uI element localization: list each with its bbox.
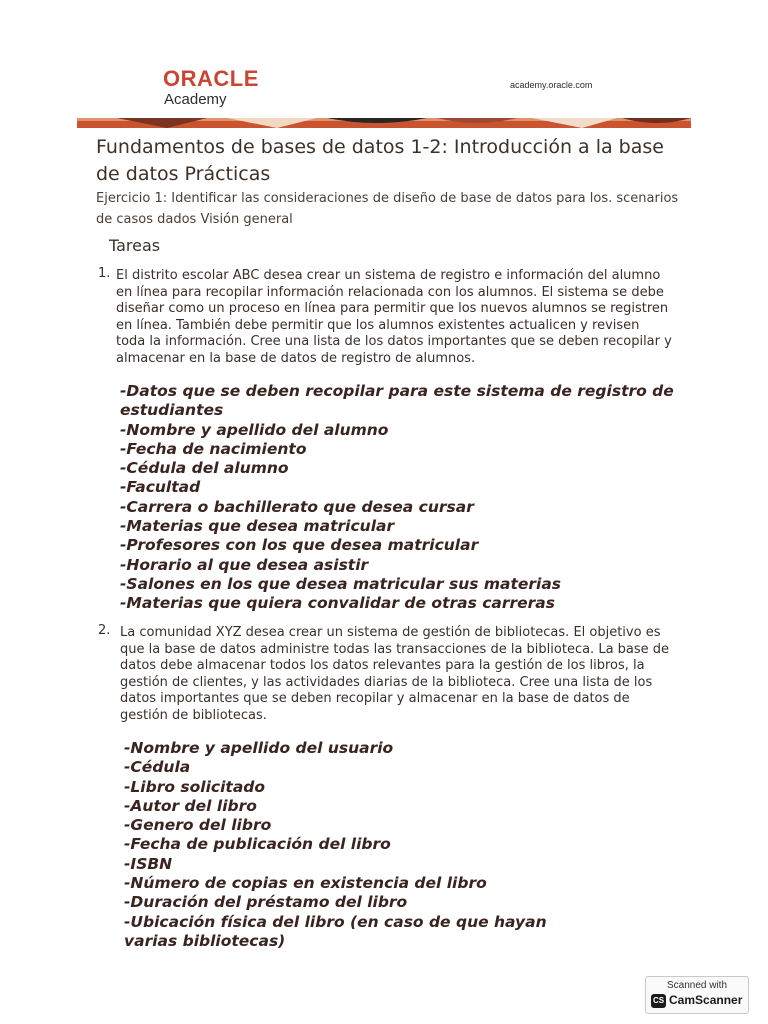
answer-item: -Datos que se deben recopilar para este sistema de registro de estudiantes	[120, 382, 674, 420]
answer-item: -Materias que desea matricular	[120, 517, 395, 536]
answer-item: -Fecha de publicación del libro	[124, 835, 391, 854]
answer-item: -Duración del préstamo del libro	[124, 893, 408, 912]
answer-item: -Profesores con los que desea matricular	[120, 536, 479, 555]
decorative-banner	[77, 118, 691, 128]
answer-item: -ISBN	[124, 854, 173, 873]
answer-item: -Autor del libro	[124, 796, 257, 815]
answer-item: -Nombre y apellido del usuario	[124, 739, 394, 757]
tasks-heading: Tareas	[109, 236, 161, 255]
answer-item: -Facultad	[120, 478, 201, 497]
answer-item: -Fecha de nacimiento	[120, 439, 307, 458]
answer-item: -Nombre y apellido del alumno	[120, 420, 389, 439]
answer-item: -Libro solicitado	[124, 777, 266, 796]
oracle-logo: ORACLE	[163, 66, 259, 91]
task-1-answers	[116, 382, 676, 614]
task-1-number: 1.	[98, 266, 111, 281]
answer-item: -Número de copias en existencia del libro	[124, 874, 487, 893]
camscanner-icon: CS	[651, 994, 666, 1008]
camscanner-badge	[645, 976, 749, 1014]
task-2-answers	[120, 739, 680, 951]
camscanner-name: CamScanner	[669, 993, 743, 1007]
document-title: Fundamentos de bases de datos 1-2: Introducción a la base de datos Prácticas	[96, 136, 664, 185]
answer-item: -Ubicación física del libro (en caso de que hayan varias bibliotecas)	[124, 912, 547, 950]
task-2-text: La comunidad XYZ desea crear un sistema de gestión de bibliotecas. El objetivo es que la base de datos administre todas las transacciones de la biblioteca. La base de datos debe almacenar todos los datos relevantes para la gestión de los libros, la gestión de clientes, y las actividades diarias de la biblioteca. Cree una lista de los datos importantes que se deben recopilar y almacenar en la base de datos de gestión de bibliotecas.	[120, 625, 670, 723]
answer-item: -Horario al que desea asistir	[120, 555, 369, 574]
site-url: academy.oracle.com	[510, 80, 593, 90]
answer-item: -Genero del libro	[124, 816, 272, 835]
answer-item: -Cédula del alumno	[120, 459, 289, 478]
task-2-number: 2.	[98, 623, 111, 638]
academy-logo-subtitle: Academy	[164, 91, 227, 108]
document-subtitle: Ejercicio 1: Identificar las consideraciones de diseño de base de datos para los. scenarios de casos dados Visión general	[96, 191, 679, 227]
task-1-text: El distrito escolar ABC desea crear un sistema de registro e información del alumno en línea para recopilar información relacionada con los alumnos. El sistema se debe diseñar como un proceso en línea para permitir que los nuevos alumnos se registren en línea. También debe permitir que los alumnos existentes actualicen y revisen toda la información. Cree una lista de los datos importantes que se deben recopilar y almacenar en la base de datos de registro de alumnos.	[116, 268, 672, 366]
answer-item: -Salones en los que desea matricular sus materias	[120, 574, 562, 593]
answer-item: -Cédula	[124, 758, 191, 777]
answer-item: -Carrera o bachillerato que desea cursar	[120, 497, 474, 516]
scanned-with-label: Scanned with	[666, 980, 728, 991]
answer-item: -Materias que quiera convalidar de otras carreras	[120, 594, 555, 613]
